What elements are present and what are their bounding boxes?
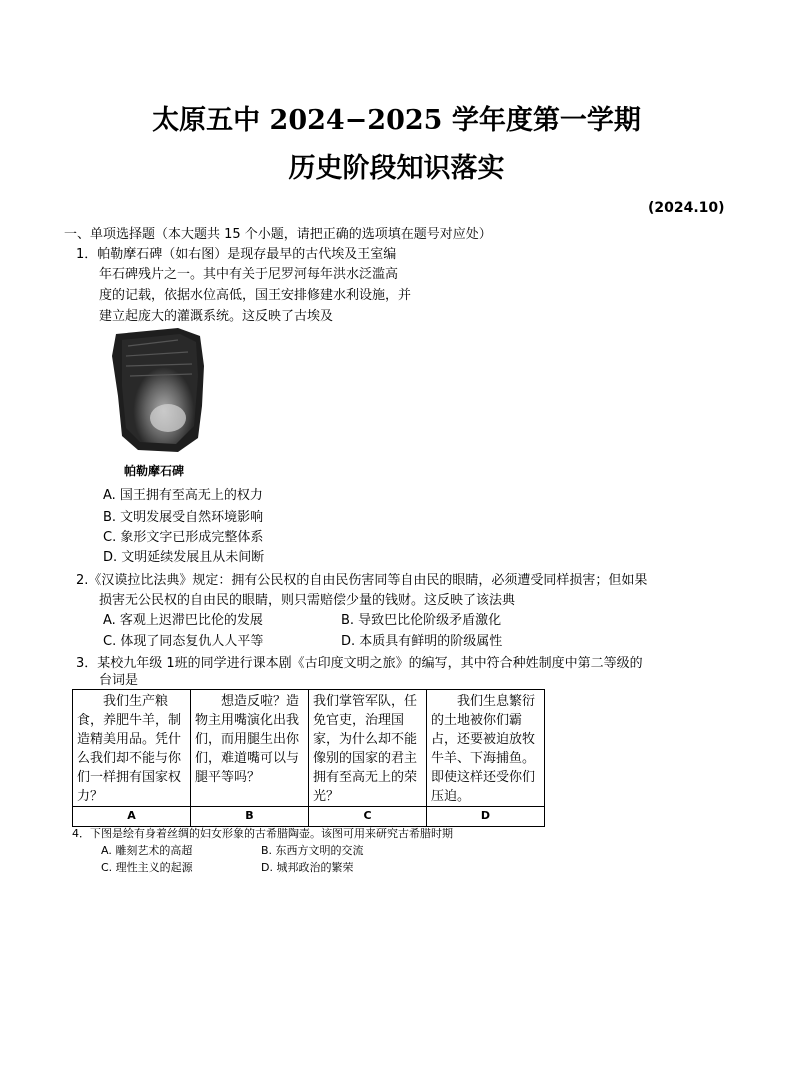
q3-options-table — [72, 689, 545, 827]
q4-option-d: D. 城邦政治的繁荣 — [261, 861, 354, 874]
q1-option-b: B. 文明发展受自然环境影响 — [103, 510, 264, 525]
palermo-stone-caption: 帕勒摩石碑 — [124, 464, 185, 478]
q2-option-b: B. 导致巴比伦阶级矛盾激化 — [341, 613, 502, 628]
q3-label-a: A — [73, 807, 191, 827]
q3-cell-a: 我们生产粮食，养肥牛羊，制造精美用品。凭什么我们却不能与你们一样拥有国家权力？ — [73, 690, 191, 807]
q1-line-3: 度的记载，依据水位高低，国王安排修建水利设施，并 — [99, 288, 412, 303]
q2-option-a: A. 客观上迟滞巴比伦的发展 — [103, 613, 263, 628]
palermo-stone-image — [108, 326, 208, 456]
q3-cell-d: 我们生息繁衍的土地被你们霸占，还要被迫放牧牛羊、下海捕鱼。即使这样还受你们压迫。 — [427, 690, 545, 807]
q3-cell-b: 想造反啦？造物主用嘴演化出我们，而用腿生出你们，难道嘴可以与腿平等吗？ — [191, 690, 309, 807]
q3-line-2: 台词是 — [99, 673, 139, 688]
q4-option-b: B. 东西方文明的交流 — [261, 844, 364, 857]
q1-line-4: 建立起庞大的灌溉系统。这反映了古埃及 — [99, 309, 334, 324]
section-heading: 一、单项选择题（本大题共 15 个小题，请把正确的选项填在题号对应处） — [64, 227, 492, 242]
page-subtitle: 历史阶段知识落实 — [288, 153, 505, 184]
q1-option-a: A. 国王拥有至高无上的权力 — [103, 488, 263, 503]
q2-option-c: C. 体现了同态复仇人人平等 — [103, 634, 264, 649]
q2-line-1: 2.《汉谟拉比法典》规定：拥有公民权的自由民伤害同等自由民的眼睛，必须遭受同样损害；但如果 — [76, 573, 648, 588]
q1-line-1: 1．帕勒摩石碑（如右图）是现存最早的古代埃及王室编 — [76, 247, 397, 262]
q3-cell-c: 我们掌管军队，任免官吏，治理国家，为什么却不能像别的国家的君主拥有至高无上的荣光？ — [309, 690, 427, 807]
page-title: 太原五中 2024−2025 学年度第一学期 — [152, 105, 641, 136]
q4-option-c: C. 理性主义的起源 — [101, 861, 193, 874]
q1-option-d: D. 文明延续发展且从未间断 — [103, 550, 265, 565]
q3-label-b: B — [191, 807, 309, 827]
q3-label-d: D — [427, 807, 545, 827]
q2-option-d: D. 本质具有鲜明的阶级属性 — [341, 634, 503, 649]
q4-option-a: A. 雕刻艺术的高超 — [101, 844, 193, 857]
exam-date: (2024.10) — [648, 200, 725, 216]
q1-line-2: 年石碑残片之一。其中有关于尼罗河每年洪水泛滥高 — [99, 267, 399, 282]
q2-line-2: 损害无公民权的自由民的眼睛，则只需赔偿少量的钱财。这反映了该法典 — [99, 593, 516, 608]
q4-line-1: 4．下图是绘有身着丝绸的妇女形象的古希腊陶壶。该图可用来研究古希腊时期 — [72, 827, 453, 840]
q1-option-c: C. 象形文字已形成完整体系 — [103, 530, 264, 545]
q3-label-c: C — [309, 807, 427, 827]
q3-line-1: 3．某校九年级 1班的同学进行课本剧《古印度文明之旅》的编写，其中符合种姓制度中第二等级的 — [76, 656, 643, 671]
